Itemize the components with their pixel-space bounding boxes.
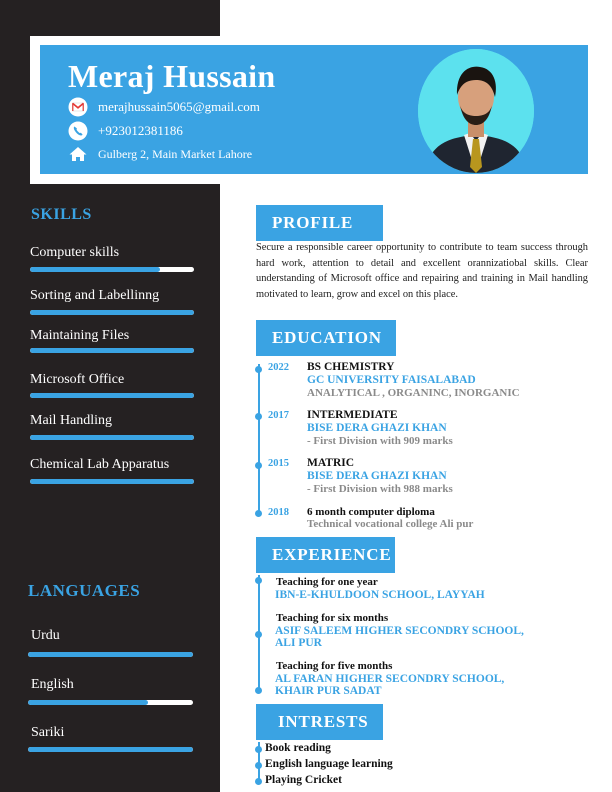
education-note: - First Division with 909 marks [307, 435, 453, 447]
education-note: - First Division with 988 marks [307, 483, 453, 495]
gmail-icon [68, 97, 88, 117]
phone-text: +923012381186 [98, 123, 183, 138]
education-timeline [258, 364, 260, 516]
phone-icon [68, 121, 88, 141]
skill-bar [30, 393, 194, 398]
skill-bar-fill [30, 310, 194, 315]
education-heading: EDUCATION [256, 320, 396, 356]
education-title: INTERMEDIATE [307, 409, 398, 421]
experience-title: Teaching for five months [276, 660, 393, 672]
interests-heading: INTRESTS [256, 704, 383, 740]
skill-label: Microsoft Office [30, 372, 125, 387]
skills-heading: SKILLS [31, 206, 92, 223]
experience-place: KHAIR PUR SADAT [275, 685, 382, 697]
skill-label: Sorting and Labellinng [30, 288, 160, 303]
language-label: English [31, 677, 74, 692]
languages-heading: LANGUAGES [28, 581, 141, 600]
timeline-dot [255, 746, 262, 753]
email-text: merajhussain5065@gmail.com [98, 99, 260, 114]
profile-heading: PROFILE [256, 205, 383, 241]
education-institution: BISE DERA GHAZI KHAN [307, 422, 447, 434]
language-bar-fill [28, 652, 193, 657]
experience-heading: EXPERIENCE [256, 537, 395, 573]
candidate-name: Meraj Hussain [68, 58, 276, 94]
profile-photo [418, 49, 534, 173]
skill-label: Chemical Lab Apparatus [30, 457, 170, 472]
skill-label: Computer skills [30, 245, 120, 260]
experience-title: Teaching for six months [276, 612, 389, 624]
education-year: 2015 [268, 458, 289, 469]
skill-bar-fill [30, 267, 160, 272]
skill-bar-fill [30, 479, 194, 484]
skill-bar-fill [30, 348, 194, 353]
timeline-dot [255, 631, 262, 638]
timeline-dot [255, 413, 262, 420]
language-bar [28, 747, 193, 752]
language-label: Urdu [31, 628, 60, 643]
education-year: 2022 [268, 362, 289, 373]
experience-place: AL FARAN HIGHER SECONDRY SCHOOL, [275, 673, 505, 685]
education-title: MATRIC [307, 457, 355, 469]
experience-title: Teaching for one year [276, 576, 378, 588]
education-note: ANALYTICAL , ORGANINC, INORGANIC [307, 387, 520, 399]
address-row [68, 144, 252, 164]
experience-place: IBN-E-KHULDOON SCHOOL, LAYYAH [275, 589, 485, 601]
interest-item: English language learning [265, 758, 393, 770]
education-institution: GC UNIVERSITY FAISALABAD [307, 374, 476, 386]
skill-bar [30, 479, 194, 484]
interest-item: Book reading [265, 742, 331, 754]
education-note: Technical vocational college Ali pur [307, 518, 474, 530]
skill-bar [30, 267, 194, 272]
skill-label: Maintaining Files [30, 328, 130, 343]
skill-label: Mail Handling [30, 413, 113, 428]
language-label: Sariki [31, 725, 65, 740]
skill-bar-fill [30, 435, 194, 440]
email-row[interactable] [68, 97, 260, 117]
language-bar-fill [28, 747, 193, 752]
skill-bar-fill [30, 393, 194, 398]
timeline-dot [255, 762, 262, 769]
timeline-dot [255, 687, 262, 694]
timeline-dot [255, 577, 262, 584]
address-text: Gulberg 2, Main Market Lahore [98, 146, 253, 161]
timeline-dot [255, 510, 262, 517]
education-title: BS CHEMISTRY [307, 361, 395, 373]
education-year: 2017 [268, 410, 289, 421]
experience-place: ASIF SALEEM HIGHER SECONDRY SCHOOL, [275, 625, 524, 637]
education-institution: BISE DERA GHAZI KHAN [307, 470, 447, 482]
timeline-dot [255, 778, 262, 785]
language-bar-fill [28, 700, 148, 705]
profile-text: Secure a responsible career opportunity to contribute to team success through hard work, attention to detail and excellent orannizatiobal skills. Clear understanding of Microsoft office and repairing and training in Mail handling motivated to learn, grow and excel on this place. [256, 242, 588, 300]
education-year: 2018 [268, 507, 289, 518]
skill-bar [30, 310, 194, 315]
timeline-dot [255, 462, 262, 469]
home-icon [68, 144, 88, 164]
interest-item: Playing Cricket [265, 774, 342, 786]
skill-bar [30, 435, 194, 440]
language-bar [28, 700, 193, 705]
timeline-dot [255, 366, 262, 373]
experience-place: ALI PUR [275, 637, 322, 649]
education-title: 6 month computer diploma [307, 506, 435, 518]
skill-bar [30, 348, 194, 353]
phone-row[interactable] [68, 121, 183, 141]
language-bar [28, 652, 193, 657]
